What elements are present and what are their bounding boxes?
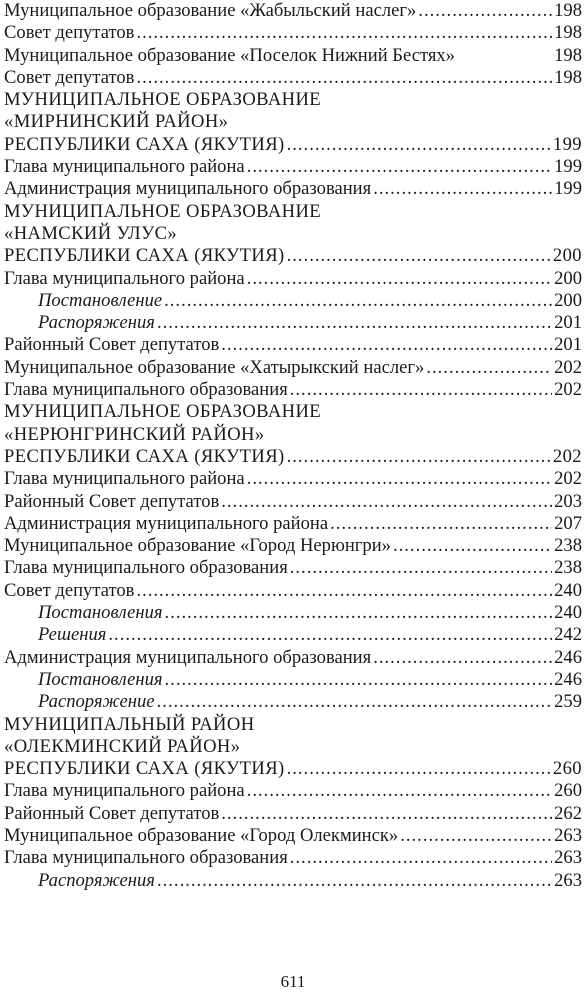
toc-entry bbox=[4, 45, 582, 67]
toc-entry-page: 198 bbox=[554, 44, 582, 66]
toc-subentry bbox=[4, 312, 582, 334]
toc-entry-label: Глава муниципального района bbox=[4, 156, 245, 178]
toc-section-heading: «МИРНИНСКИЙ РАЙОН» bbox=[4, 111, 229, 133]
toc-entry bbox=[4, 803, 582, 825]
toc-entry-label: Совет депутатов bbox=[4, 22, 135, 44]
toc-entry bbox=[4, 357, 582, 379]
dot-leader bbox=[426, 357, 552, 379]
dot-leader bbox=[157, 870, 552, 892]
toc-section-heading: МУНИЦИПАЛЬНОЕ ОБРАЗОВАНИЕ bbox=[4, 89, 322, 111]
toc-entry-label: Муниципальное образование «Город Нерюнгри» bbox=[4, 535, 391, 557]
toc-entry-page: 238 bbox=[554, 535, 582, 557]
toc-entry-page: 199 bbox=[554, 156, 582, 178]
dot-leader bbox=[247, 268, 552, 290]
toc-entry-page: 240 bbox=[554, 602, 582, 624]
dot-leader bbox=[108, 624, 552, 646]
dot-leader bbox=[287, 245, 551, 267]
toc-entry bbox=[4, 780, 582, 802]
toc-entry-page: 260 bbox=[552, 758, 582, 780]
toc-section-heading: МУНИЦИПАЛЬНЫЙ РАЙОН bbox=[4, 713, 255, 735]
toc-entry-label: РЕСПУБЛИКИ САХА (ЯКУТИЯ) bbox=[4, 133, 285, 155]
dot-leader bbox=[157, 312, 552, 334]
toc-entry-label: Глава муниципального образования bbox=[4, 557, 288, 579]
toc-entry bbox=[4, 513, 582, 535]
toc-section-heading: МУНИЦИПАЛЬНОЕ ОБРАЗОВАНИЕ bbox=[4, 401, 322, 423]
toc-entry-page: 262 bbox=[554, 802, 582, 824]
toc-entry-label: Распоряжения bbox=[38, 869, 155, 891]
toc-entry-label: Решения bbox=[38, 624, 107, 646]
dot-leader bbox=[287, 446, 551, 468]
page-number: 611 bbox=[280, 972, 306, 991]
toc-entry-page: 200 bbox=[554, 267, 582, 289]
toc-entry-page: 202 bbox=[552, 445, 582, 467]
dot-leader bbox=[287, 758, 551, 780]
dot-leader bbox=[157, 691, 553, 713]
toc-entry-label: РЕСПУБЛИКИ САХА (ЯКУТИЯ) bbox=[4, 758, 285, 780]
toc-entry-label: Администрация муниципального района bbox=[4, 512, 329, 534]
toc-entry-page: 198 bbox=[554, 22, 582, 44]
toc-entry-label: Постановление bbox=[38, 289, 163, 311]
dot-leader bbox=[247, 468, 552, 490]
dot-leader bbox=[165, 602, 553, 624]
dot-leader bbox=[290, 557, 552, 579]
dot-leader bbox=[221, 491, 552, 513]
toc-entry-page: 200 bbox=[552, 245, 582, 267]
toc-subentry bbox=[4, 691, 582, 713]
toc-heading-entry bbox=[4, 134, 582, 156]
toc-subentry bbox=[4, 669, 582, 691]
toc-entry-label: Глава муниципального образования bbox=[4, 847, 288, 869]
dot-leader bbox=[418, 0, 552, 22]
toc-entry-label: Распоряжения bbox=[38, 312, 155, 334]
toc-entry-label: Администрация муниципального образования bbox=[4, 646, 372, 668]
toc-entry-label: Администрация муниципального образования bbox=[4, 178, 372, 200]
toc-entry bbox=[4, 22, 582, 44]
toc-entry-page: 199 bbox=[552, 133, 582, 155]
toc-entry-page: 246 bbox=[554, 646, 582, 668]
toc-subentry bbox=[4, 870, 582, 892]
toc-entry-label: Глава муниципального района bbox=[4, 780, 245, 802]
toc-entry-page: 246 bbox=[554, 668, 582, 690]
toc-entry bbox=[4, 647, 582, 669]
toc-entry-label: Муниципальное образование «Жабыльский наслег» bbox=[4, 0, 417, 21]
toc-subentry bbox=[4, 290, 582, 312]
toc-subentry bbox=[4, 602, 582, 624]
toc-heading-entry bbox=[4, 446, 582, 468]
dot-leader bbox=[330, 513, 552, 535]
toc-entry bbox=[4, 334, 582, 356]
toc-entry-label: Глава муниципального образования bbox=[4, 379, 288, 401]
table-of-contents bbox=[4, 0, 582, 892]
toc-entry-page: 202 bbox=[554, 379, 582, 401]
toc-entry-label: Муниципальное образование «Город Олекминск» bbox=[4, 824, 399, 846]
toc-entry-label: Совет депутатов bbox=[4, 66, 135, 88]
toc-entry-page: 200 bbox=[554, 289, 582, 311]
toc-entry bbox=[4, 156, 582, 178]
dot-leader bbox=[247, 780, 552, 802]
dot-leader bbox=[373, 178, 552, 200]
toc-subentry bbox=[4, 624, 582, 646]
toc-entry-page: 263 bbox=[554, 847, 582, 869]
toc-entry bbox=[4, 847, 582, 869]
toc-entry-label: Районный Совет депутатов bbox=[4, 802, 220, 824]
toc-section-heading: «НАМСКИЙ УЛУС» bbox=[4, 222, 178, 244]
toc-entry-page: 198 bbox=[554, 66, 582, 88]
toc-entry-page: 202 bbox=[554, 356, 582, 378]
toc-entry-label: Распоряжение bbox=[38, 691, 155, 713]
toc-section-heading: «НЕРЮНГРИНСКИЙ РАЙОН» bbox=[4, 423, 265, 445]
dot-leader bbox=[221, 334, 552, 356]
toc-entry-page: 263 bbox=[554, 869, 582, 891]
toc-entry bbox=[4, 67, 582, 89]
dot-leader bbox=[393, 535, 552, 557]
toc-entry bbox=[4, 580, 582, 602]
toc-entry bbox=[4, 268, 582, 290]
toc-entry-page: 238 bbox=[554, 557, 582, 579]
dot-leader bbox=[165, 669, 553, 691]
toc-entry-label: Районный Совет депутатов bbox=[4, 490, 220, 512]
toc-entry-label: РЕСПУБЛИКИ САХА (ЯКУТИЯ) bbox=[4, 445, 285, 467]
toc-entry-label: Районный Совет депутатов bbox=[4, 334, 220, 356]
toc-entry bbox=[4, 535, 582, 557]
toc-entry-label: Постановления bbox=[38, 668, 163, 690]
toc-entry-page: 198 bbox=[554, 0, 582, 21]
toc-entry-page: 203 bbox=[554, 490, 582, 512]
toc-entry-label: Глава муниципального района bbox=[4, 267, 245, 289]
toc-entry-page: 240 bbox=[554, 579, 582, 601]
dot-leader bbox=[136, 580, 552, 602]
toc-entry-page: 207 bbox=[554, 512, 582, 534]
dot-leader bbox=[373, 647, 552, 669]
toc-entry-page: 199 bbox=[554, 178, 582, 200]
dot-leader bbox=[400, 825, 552, 847]
toc-entry-page: 260 bbox=[554, 780, 582, 802]
toc-heading-entry bbox=[4, 245, 582, 267]
toc-entry bbox=[4, 468, 582, 490]
toc-entry bbox=[4, 491, 582, 513]
toc-heading-entry bbox=[4, 758, 582, 780]
toc-entry-page: 201 bbox=[554, 312, 582, 334]
dot-leader bbox=[221, 803, 552, 825]
toc-entry bbox=[4, 557, 582, 579]
dot-leader bbox=[136, 67, 552, 89]
toc-entry-page: 202 bbox=[554, 468, 582, 490]
toc-entry-label: Совет депутатов bbox=[4, 579, 135, 601]
dot-leader bbox=[290, 379, 552, 401]
toc-entry-page: 259 bbox=[554, 691, 582, 713]
toc-entry bbox=[4, 0, 582, 22]
toc-entry bbox=[4, 178, 582, 200]
toc-entry bbox=[4, 825, 582, 847]
toc-entry-page: 263 bbox=[554, 824, 582, 846]
toc-entry bbox=[4, 379, 582, 401]
toc-section-heading: МУНИЦИПАЛЬНОЕ ОБРАЗОВАНИЕ bbox=[4, 200, 322, 222]
toc-section-heading: «ОЛЕКМИНСКИЙ РАЙОН» bbox=[4, 735, 241, 757]
dot-leader bbox=[247, 156, 552, 178]
dot-leader bbox=[290, 847, 552, 869]
dot-leader bbox=[136, 22, 552, 44]
dot-leader bbox=[164, 290, 552, 312]
toc-entry-page: 242 bbox=[554, 624, 582, 646]
dot-leader bbox=[287, 134, 551, 156]
toc-entry-label: Глава муниципального района bbox=[4, 468, 245, 490]
toc-entry-label: Постановления bbox=[38, 602, 163, 624]
toc-entry-label: Муниципальное образование «Хатырыкский наслег» bbox=[4, 356, 425, 378]
toc-entry-page: 201 bbox=[554, 334, 582, 356]
toc-entry-label: Муниципальное образование «Поселок Нижний Бестях» bbox=[4, 44, 455, 66]
toc-entry-label: РЕСПУБЛИКИ САХА (ЯКУТИЯ) bbox=[4, 245, 285, 267]
